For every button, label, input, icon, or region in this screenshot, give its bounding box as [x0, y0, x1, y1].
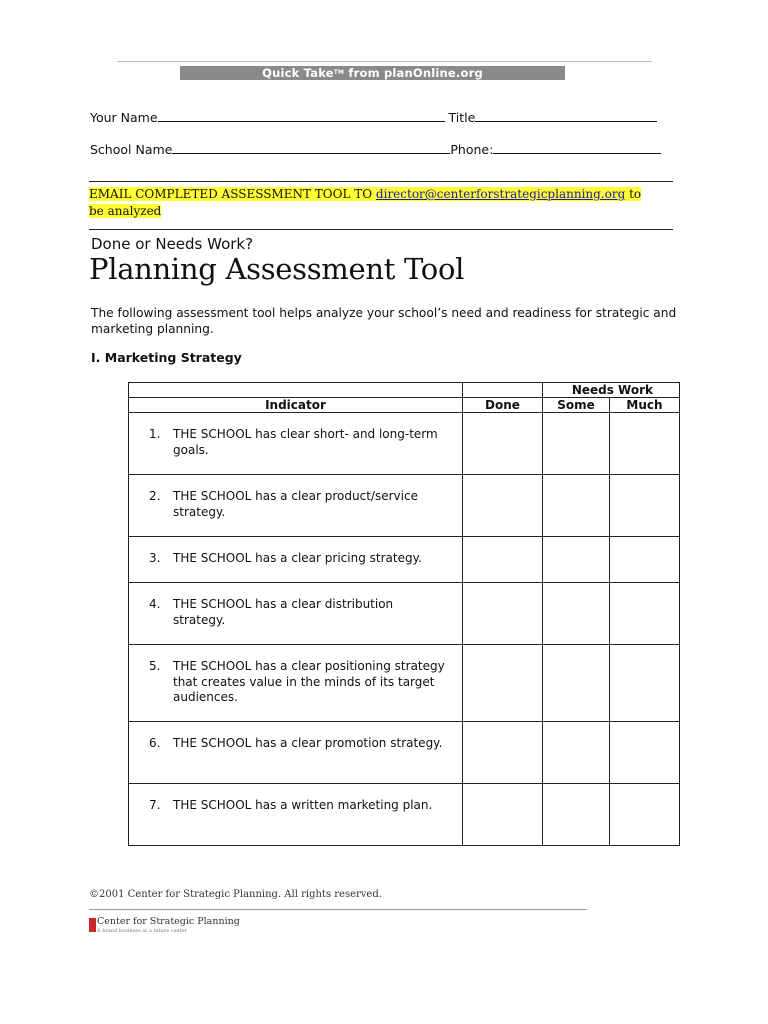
title-field[interactable] — [475, 110, 657, 122]
table-row — [129, 537, 680, 583]
some-cell[interactable] — [543, 413, 610, 475]
email-link[interactable]: director@centerforstrategicplanning.org — [375, 187, 626, 201]
banner-suffix: from planOnline.org — [344, 66, 483, 80]
name-field[interactable] — [158, 110, 445, 122]
table-row — [129, 475, 680, 537]
school-label: School Name — [90, 142, 173, 157]
indicator-cell — [129, 537, 463, 583]
row-number: 1. — [149, 427, 161, 441]
phone-field[interactable] — [493, 142, 661, 154]
row-number: 7. — [149, 798, 161, 812]
page-title: Planning Assessment Tool — [89, 252, 465, 286]
logo-mark-icon — [89, 918, 96, 932]
footer-rule — [89, 909, 587, 910]
table-header-row-2 — [129, 398, 680, 413]
some-cell[interactable] — [543, 583, 610, 645]
table-row — [129, 645, 680, 722]
school-phone-row — [90, 142, 661, 157]
row-text: THE SCHOOL has a written marketing plan. — [173, 798, 433, 812]
email-notice — [89, 186, 651, 220]
much-cell[interactable] — [610, 784, 680, 846]
section-heading: I. Marketing Strategy — [91, 350, 242, 365]
done-cell[interactable] — [463, 645, 543, 722]
row-number: 4. — [149, 597, 161, 611]
banner-trademark: TM — [333, 69, 345, 76]
email-notice-prefix: EMAIL COMPLETED ASSESSMENT TOOL TO — [89, 187, 376, 201]
indicator-cell — [129, 645, 463, 722]
email-top-rule — [89, 181, 673, 182]
header-some: Some — [543, 398, 610, 413]
much-cell[interactable] — [610, 475, 680, 537]
header-blank-indicator — [129, 383, 463, 398]
indicator-cell — [129, 784, 463, 846]
row-text: THE SCHOOL has a clear pricing strategy. — [173, 551, 422, 565]
table-header-row-1 — [129, 383, 680, 398]
row-text: THE SCHOOL has a clear promotion strategy. — [173, 736, 443, 750]
center-logo — [89, 916, 240, 934]
table-row — [129, 583, 680, 645]
some-cell[interactable] — [543, 475, 610, 537]
much-cell[interactable] — [610, 722, 680, 784]
much-cell[interactable] — [610, 413, 680, 475]
header-done: Done — [463, 398, 543, 413]
much-cell[interactable] — [610, 583, 680, 645]
some-cell[interactable] — [543, 722, 610, 784]
indicator-cell — [129, 475, 463, 537]
some-cell[interactable] — [543, 784, 610, 846]
table-row — [129, 784, 680, 846]
header-much: Much — [610, 398, 680, 413]
done-cell[interactable] — [463, 722, 543, 784]
indicator-cell — [129, 413, 463, 475]
header-needs-work: Needs Work — [543, 383, 680, 398]
school-field[interactable] — [172, 142, 450, 154]
done-cell[interactable] — [463, 413, 543, 475]
much-cell[interactable] — [610, 645, 680, 722]
top-rule — [117, 61, 652, 62]
row-number: 5. — [149, 659, 161, 673]
table-row — [129, 722, 680, 784]
table-row — [129, 413, 680, 475]
some-cell[interactable] — [543, 645, 610, 722]
row-number: 6. — [149, 736, 161, 750]
intro-paragraph: The following assessment tool helps analyze your school’s need and readiness for strategic and marketing planning. — [91, 306, 677, 336]
assessment-table — [128, 382, 680, 846]
name-title-row — [90, 110, 657, 125]
row-number: 3. — [149, 551, 161, 565]
header-banner — [180, 66, 565, 80]
row-text: THE SCHOOL has a clear product/service strategy. — [173, 489, 418, 519]
row-text: THE SCHOOL has a clear positioning strategy that creates value in the minds of its target audiences. — [173, 659, 445, 704]
header-blank-done — [463, 383, 543, 398]
name-label: Your Name — [90, 110, 158, 125]
header-indicator: Indicator — [129, 398, 463, 413]
indicator-cell — [129, 722, 463, 784]
subtitle: Done or Needs Work? — [91, 235, 254, 253]
banner-prefix: Quick Take — [262, 66, 334, 80]
row-text: THE SCHOOL has clear short- and long-term goals. — [173, 427, 438, 457]
copyright: ©2001 Center for Strategic Planning. All rights reserved. — [89, 889, 382, 900]
logo-tagline: A brand business at a future center — [97, 928, 187, 934]
done-cell[interactable] — [463, 537, 543, 583]
row-number: 2. — [149, 489, 161, 503]
indicator-cell — [129, 583, 463, 645]
email-bottom-rule — [89, 229, 673, 230]
some-cell[interactable] — [543, 537, 610, 583]
phone-label: Phone: — [450, 142, 494, 157]
email-notice-suffix: to be analyzed — [89, 187, 642, 218]
row-text: THE SCHOOL has a clear distribution strategy. — [173, 597, 394, 627]
done-cell[interactable] — [463, 784, 543, 846]
much-cell[interactable] — [610, 537, 680, 583]
title-label: Title — [448, 110, 476, 125]
logo-name: Center for Strategic Planning — [97, 916, 240, 927]
done-cell[interactable] — [463, 475, 543, 537]
done-cell[interactable] — [463, 583, 543, 645]
